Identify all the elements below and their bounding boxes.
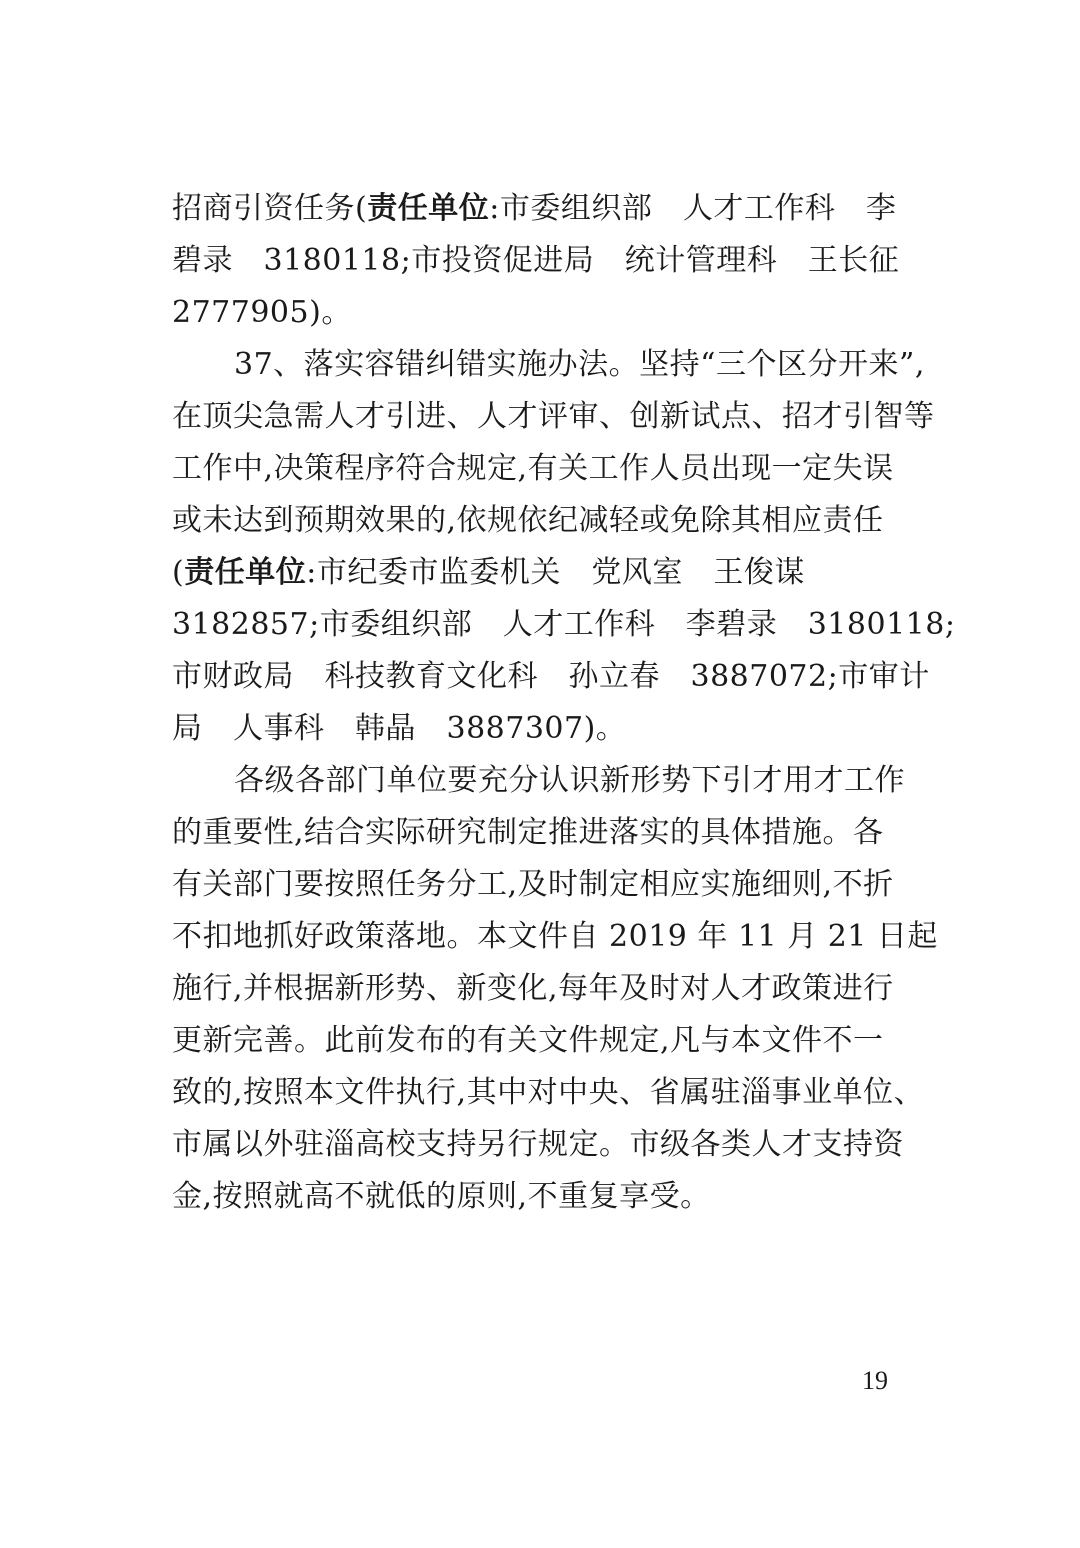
text-run: 有关部门要按照任务分工,及时制定相应实施细则,不折: [172, 867, 894, 902]
text-run: 局 人事科 韩晶 3887307)。: [172, 711, 627, 746]
text-run: 2777905)。: [172, 295, 352, 330]
page-number: 19: [862, 1366, 888, 1395]
text-line: [172, 1015, 912, 1067]
text-run: 各级各部门单位要充分认识新形势下引才用才工作: [234, 763, 905, 798]
text-line: [172, 755, 912, 807]
text-line: [172, 391, 935, 443]
text-run: 37、落实容错纠错实施办法。坚持“三个区分开来”,: [234, 347, 925, 382]
text-run: 市属以外驻淄高校支持另行规定。市级各类人才支持资: [172, 1127, 904, 1162]
text-line: [172, 859, 912, 911]
text-line: [172, 1067, 925, 1119]
paragraph-item-37: [172, 339, 956, 755]
text-line: [172, 703, 912, 755]
paragraph-closing: [172, 755, 938, 1223]
responsible-unit-label: 责任单位: [184, 555, 307, 590]
text-run: 更新完善。此前发布的有关文件规定,凡与本文件不一: [172, 1023, 884, 1058]
text-run: 碧录 3180118;市投资促进局 统计管理科 王长征: [172, 243, 900, 278]
text-line: [172, 495, 912, 547]
text-run: 3182857;市委组织部 人才工作科 李碧录 3180118;: [172, 607, 956, 642]
text-run: :市纪委市监委机关 党风室 王俊谋: [306, 555, 805, 590]
text-run: 金,按照就高不就低的原则,不重复享受。: [172, 1179, 711, 1214]
text-line: [172, 911, 938, 963]
text-run: :市委组织部 人才工作科 李: [489, 191, 897, 226]
text-line: [172, 599, 956, 651]
text-run: 施行,并根据新形势、新变化,每年及时对人才政策进行: [172, 971, 894, 1006]
text-run: 工作中,决策程序符合规定,有关工作人员出现一定失误: [172, 451, 894, 486]
responsible-unit-label: 责任单位: [367, 191, 490, 226]
text-line: [172, 235, 912, 287]
text-line: [172, 1119, 912, 1171]
text-line: [172, 443, 912, 495]
text-line: [172, 183, 912, 235]
text-line: [172, 547, 912, 599]
text-run: 市财政局 科技教育文化科 孙立春 3887072;市审计: [172, 659, 930, 694]
text-line: [172, 807, 912, 859]
text-run: 致的,按照本文件执行,其中对中央、省属驻淄事业单位、: [172, 1075, 925, 1110]
text-run: 在顶尖急需人才引进、人才评审、创新试点、招才引智等: [172, 399, 935, 434]
text-line: [172, 651, 930, 703]
text-line: [172, 287, 912, 339]
paragraph-item-36-continuation: [172, 183, 912, 339]
text-line: [172, 339, 925, 391]
text-run: 的重要性,结合实际研究制定推进落实的具体措施。各: [172, 815, 884, 850]
document-body: [172, 183, 956, 1223]
text-run: 或未达到预期效果的,依规依纪减轻或免除其相应责任: [172, 503, 884, 538]
text-run: 不扣地抓好政策落地。本文件自 2019 年 11 月 21 日起: [172, 919, 938, 954]
text-line: [172, 963, 912, 1015]
text-run: 招商引资任务(: [172, 191, 368, 226]
text-line: [172, 1171, 912, 1223]
text-run: (: [172, 555, 185, 590]
